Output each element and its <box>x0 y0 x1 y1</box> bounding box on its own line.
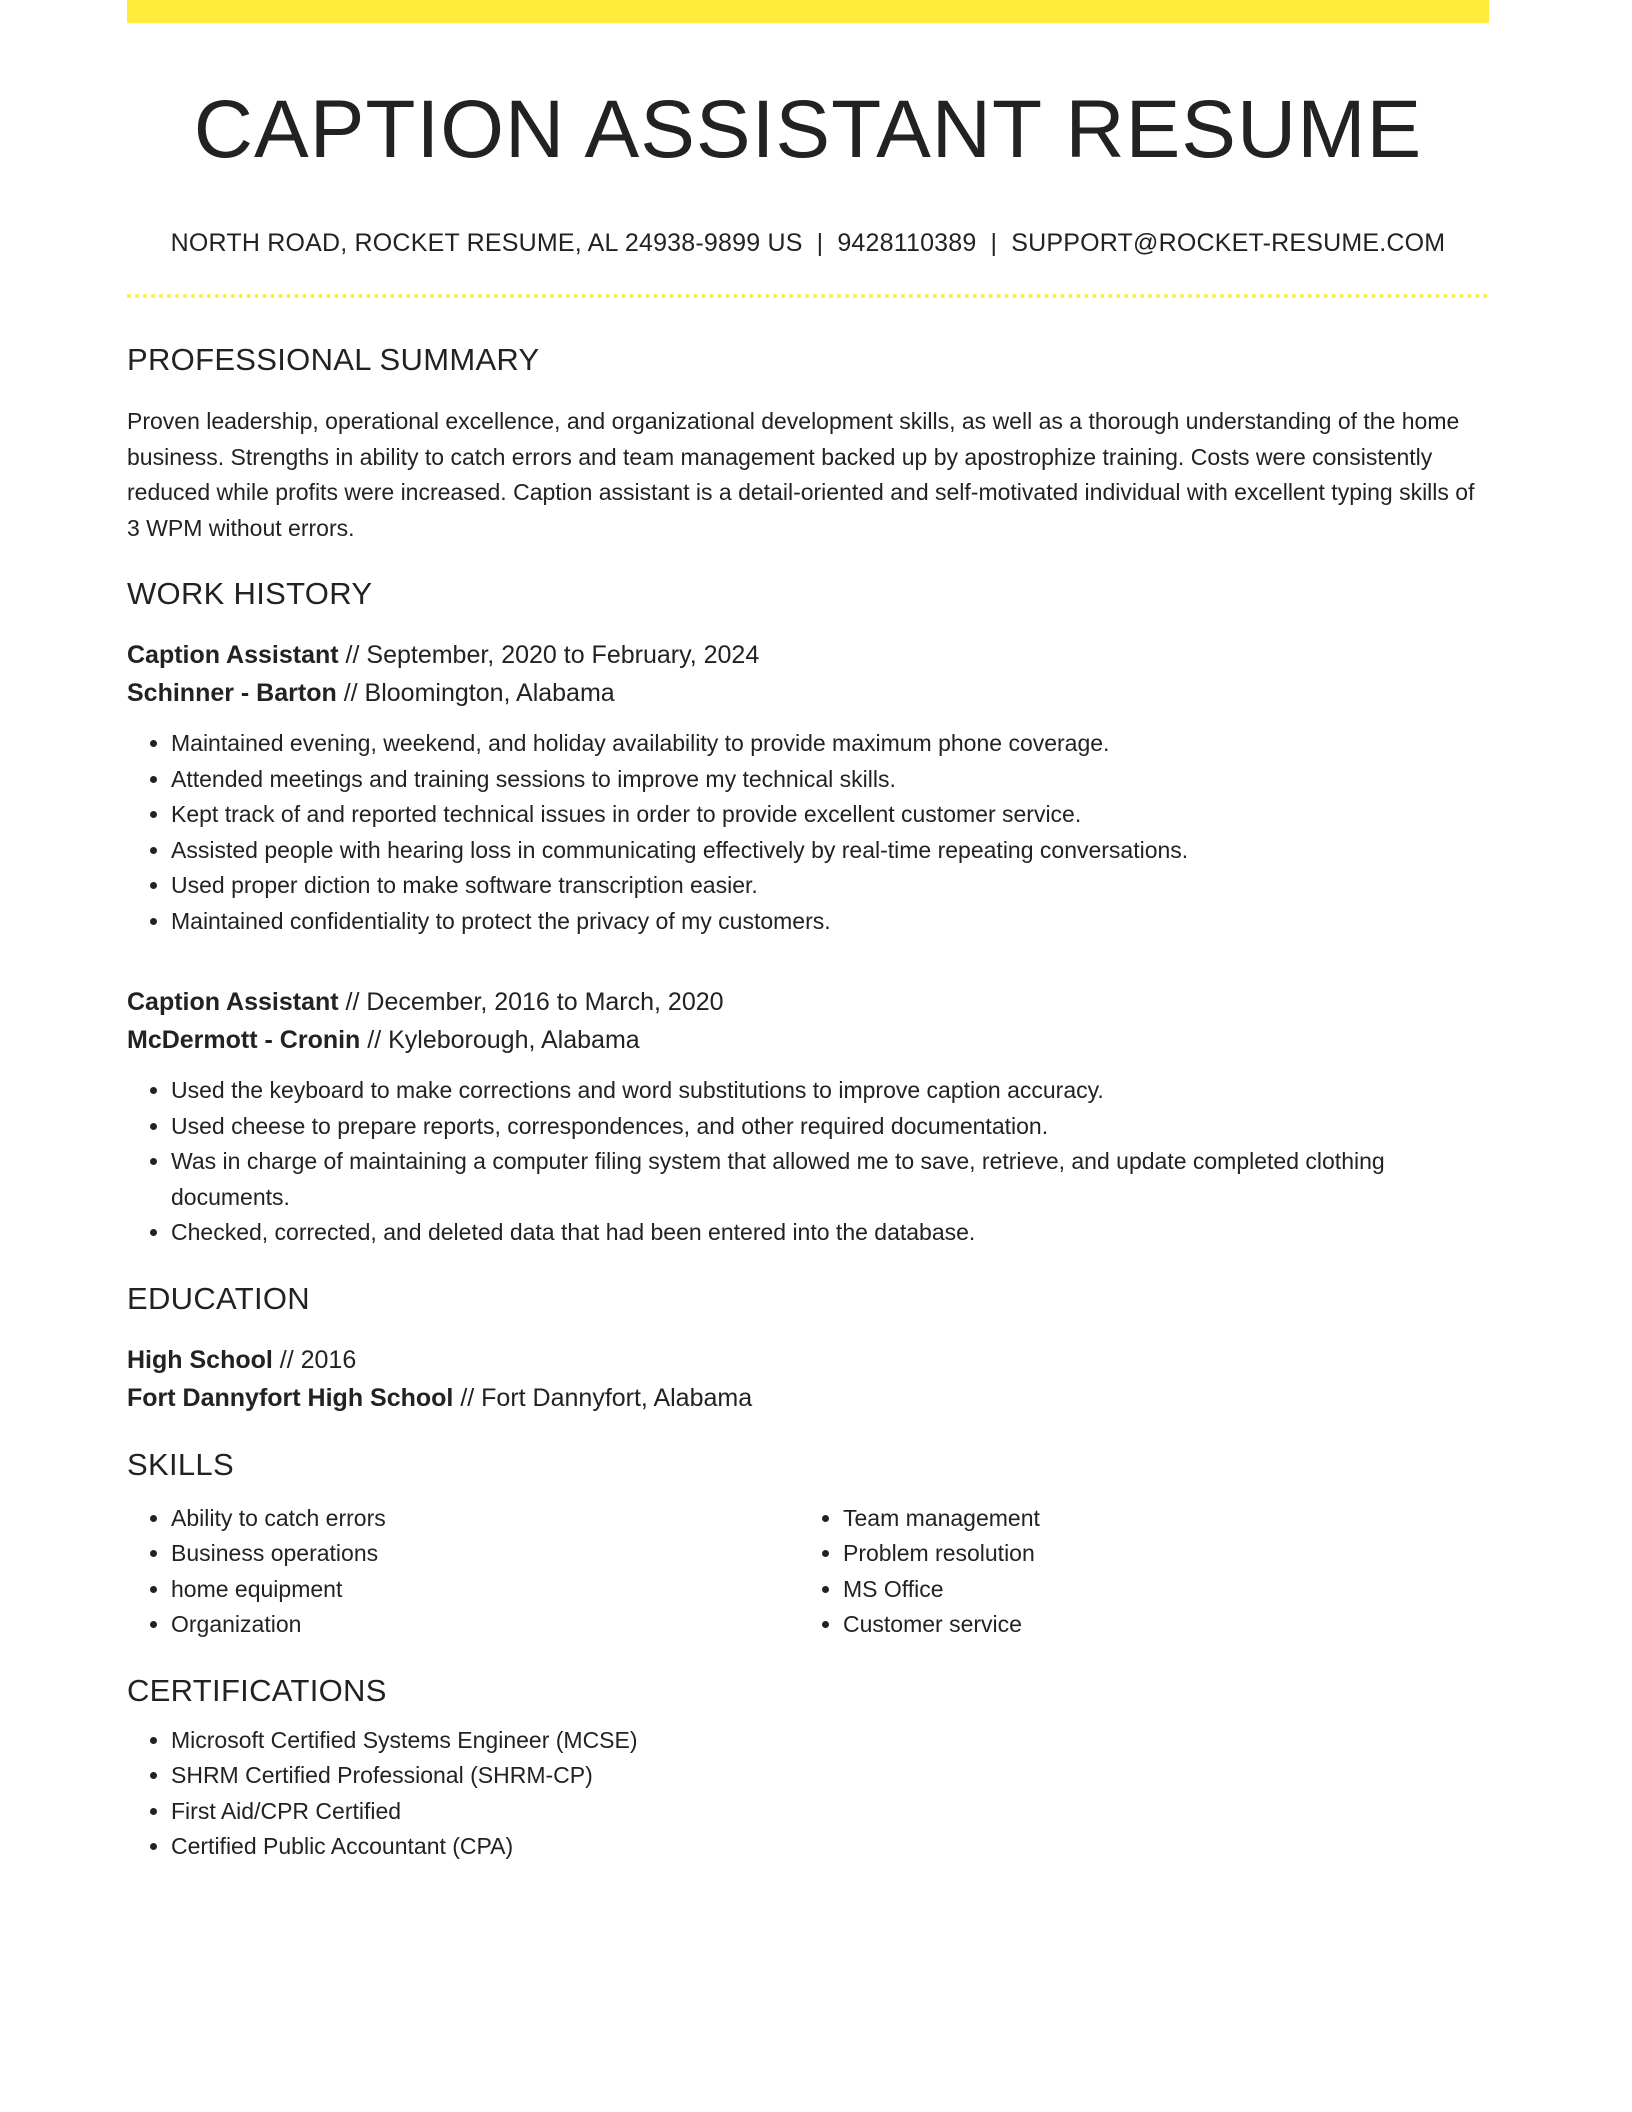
certification-item: • Microsoft Certified Systems Engineer (MCSE) <box>171 1723 1489 1759</box>
section-title-summary: PROFESSIONAL SUMMARY <box>127 342 540 378</box>
list-item: • Maintained evening, weekend, and holiday availability to provide maximum phone coverage. <box>171 726 1489 762</box>
certification-item: • Certified Public Accountant (CPA) <box>171 1829 1489 1865</box>
skill-item: • MS Office <box>843 1572 1471 1608</box>
list-item: • Attended meetings and training sessions to improve my technical skills. <box>171 762 1489 798</box>
job-entry <box>127 983 1489 1251</box>
skill-item: • Problem resolution <box>843 1536 1471 1572</box>
job-company-line <box>127 674 1489 712</box>
job-role-line <box>127 983 1489 1021</box>
education-school: Fort Dannyfort High School <box>127 1383 454 1412</box>
list-item: • Used the keyboard to make corrections and word substitutions to improve caption accuracy. <box>171 1073 1489 1109</box>
list-item: • Used proper diction to make software transcription easier. <box>171 868 1489 904</box>
skills-column-left <box>127 1501 799 1643</box>
contact-separator: | <box>816 229 824 258</box>
contact-line <box>127 229 1489 258</box>
education-entry <box>127 1341 1489 1417</box>
skill-item: • Ability to catch errors <box>171 1501 799 1537</box>
skill-item: • Customer service <box>843 1607 1471 1643</box>
list-item: • Maintained confidentiality to protect the privacy of my customers. <box>171 904 1489 940</box>
section-title-work: WORK HISTORY <box>127 576 373 612</box>
job-entry <box>127 636 1489 939</box>
skill-item: • home equipment <box>171 1572 799 1608</box>
accent-top-bar <box>127 0 1489 23</box>
job-company: Schinner - Barton <box>127 679 337 708</box>
education-location: // Fort Dannyfort, Alabama <box>453 1383 753 1412</box>
skills-column-right <box>799 1501 1471 1643</box>
dotted-divider <box>127 294 1489 298</box>
list-item: • Assisted people with hearing loss in communicating effectively by real-time repeating conversations. <box>171 833 1489 869</box>
skill-item: • Business operations <box>171 1536 799 1572</box>
education-year: // 2016 <box>272 1345 357 1374</box>
contact-email: SUPPORT@ROCKET-RESUME.COM <box>1011 229 1446 258</box>
certification-item: • SHRM Certified Professional (SHRM-CP) <box>171 1758 1489 1794</box>
job-company-line <box>127 1021 1489 1059</box>
education-degree-line <box>127 1341 1489 1379</box>
certifications-list <box>127 1723 1489 1865</box>
list-item: • Checked, corrected, and deleted data that had been entered into the database. <box>171 1215 1489 1251</box>
resume-page <box>127 0 1489 1865</box>
job-dates: // December, 2016 to March, 2020 <box>338 988 724 1017</box>
contact-phone: 9428110389 <box>837 229 977 258</box>
job-role: Caption Assistant <box>127 641 339 670</box>
job-bullets <box>127 1073 1489 1251</box>
summary-text: Proven leadership, operational excellence, and organizational development skills, as well as a thorough understanding of the home business. Strengths in ability to catch errors and team management backed up by apostrophize training. Costs were consistently reduced while profits were increased. Caption assistant is a detail-oriented and self-motivated individual with excellent typing skills of 3 WPM without errors. <box>127 408 1475 541</box>
job-location: // Kyleborough, Alabama <box>360 1026 640 1055</box>
contact-address: NORTH ROAD, ROCKET RESUME, AL 24938-9899 US <box>170 229 803 258</box>
contact-separator: | <box>990 229 998 258</box>
job-role-line <box>127 636 1489 674</box>
list-item: • Was in charge of maintaining a computer filing system that allowed me to save, retrieve, and update completed clothing documents. <box>171 1144 1489 1215</box>
job-bullets <box>127 726 1489 939</box>
education-school-line <box>127 1379 1489 1417</box>
job-dates: // September, 2020 to February, 2024 <box>338 641 760 670</box>
section-title-certifications: CERTIFICATIONS <box>127 1672 387 1708</box>
list-item: • Used cheese to prepare reports, correspondences, and other required documentation. <box>171 1109 1489 1145</box>
skills-grid <box>127 1501 1489 1643</box>
resume-title: CAPTION ASSISTANT RESUME <box>193 84 1423 175</box>
certification-item: • First Aid/CPR Certified <box>171 1794 1489 1830</box>
job-location: // Bloomington, Alabama <box>336 679 615 708</box>
section-title-education: EDUCATION <box>127 1280 310 1316</box>
job-company: McDermott - Cronin <box>127 1026 361 1055</box>
skill-item: • Organization <box>171 1607 799 1643</box>
skill-item: • Team management <box>843 1501 1471 1537</box>
list-item: • Kept track of and reported technical issues in order to provide excellent customer service. <box>171 797 1489 833</box>
section-title-skills: SKILLS <box>127 1446 234 1482</box>
education-degree: High School <box>127 1345 273 1374</box>
job-role: Caption Assistant <box>127 988 339 1017</box>
